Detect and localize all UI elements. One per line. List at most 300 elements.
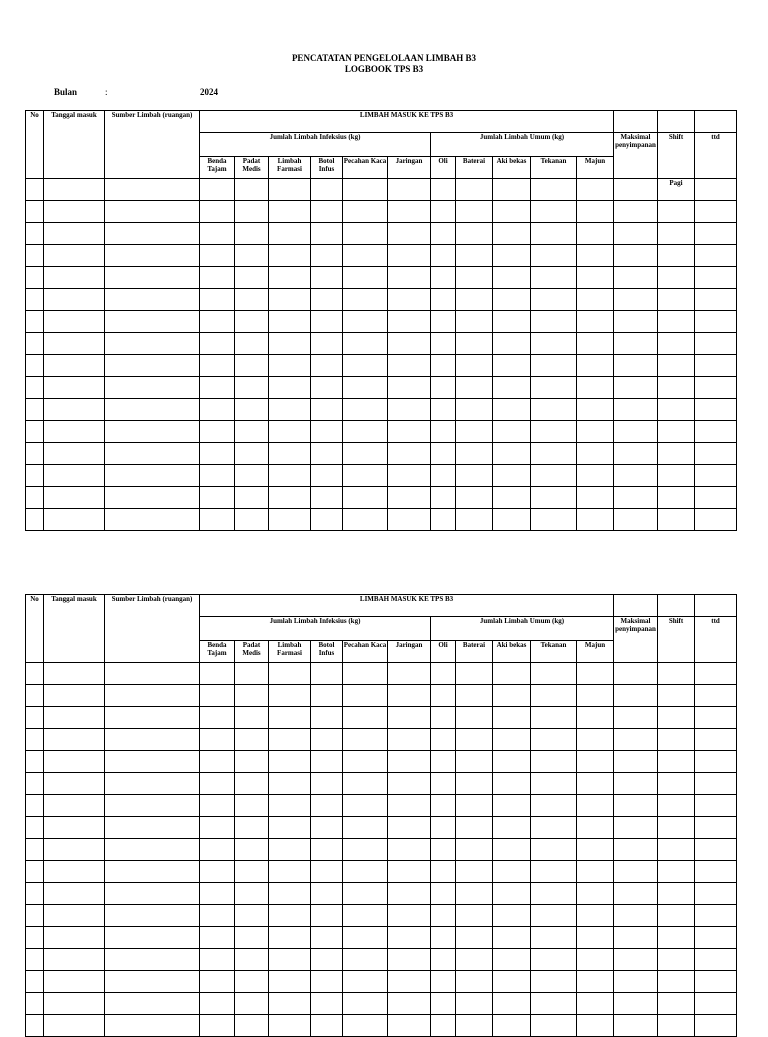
table-cell[interactable] [614,773,658,795]
table-cell[interactable] [431,773,456,795]
table-cell[interactable] [388,707,431,729]
table-cell[interactable] [493,883,531,905]
table-cell[interactable] [269,201,311,223]
table-cell[interactable] [531,861,577,883]
table-cell[interactable] [105,861,200,883]
table-cell[interactable] [531,421,577,443]
table-cell[interactable] [658,355,695,377]
table-cell[interactable] [200,905,235,927]
table-cell[interactable] [388,245,431,267]
table-cell[interactable] [343,267,388,289]
table-cell[interactable] [531,751,577,773]
table-cell[interactable] [388,289,431,311]
table-cell[interactable] [431,223,456,245]
table-cell[interactable] [456,663,493,685]
table-cell[interactable] [456,729,493,751]
table-cell[interactable] [200,1015,235,1037]
table-cell[interactable] [531,993,577,1015]
table-cell[interactable] [200,377,235,399]
table-cell[interactable] [577,421,614,443]
table-cell[interactable] [388,729,431,751]
table-cell[interactable] [577,817,614,839]
table-cell[interactable] [44,267,105,289]
table-cell[interactable] [695,729,737,751]
table-cell[interactable] [311,399,343,421]
table-cell[interactable] [269,377,311,399]
table-cell[interactable] [235,421,269,443]
table-cell[interactable] [431,663,456,685]
table-cell[interactable] [695,201,737,223]
table-cell[interactable] [235,509,269,531]
table-cell[interactable] [531,773,577,795]
table-cell[interactable] [311,817,343,839]
table-cell[interactable] [658,311,695,333]
table-cell[interactable] [577,795,614,817]
table-cell[interactable] [26,201,44,223]
table-cell[interactable] [431,927,456,949]
table-cell[interactable] [200,685,235,707]
table-cell[interactable] [44,949,105,971]
table-cell[interactable] [431,795,456,817]
table-cell[interactable] [531,487,577,509]
table-cell[interactable] [493,971,531,993]
table-cell[interactable] [200,817,235,839]
table-cell[interactable] [105,509,200,531]
table-cell[interactable] [200,245,235,267]
table-cell[interactable] [105,267,200,289]
table-cell[interactable] [44,289,105,311]
table-cell[interactable] [200,201,235,223]
table-cell[interactable] [269,927,311,949]
table-cell[interactable] [658,487,695,509]
table-cell[interactable] [493,795,531,817]
table-cell[interactable] [493,817,531,839]
table-cell[interactable] [269,949,311,971]
table-cell[interactable] [577,905,614,927]
table-cell[interactable] [269,179,311,201]
table-cell[interactable] [456,311,493,333]
table-cell[interactable] [343,289,388,311]
table-cell[interactable] [431,465,456,487]
table-cell[interactable] [493,949,531,971]
table-cell[interactable] [531,355,577,377]
table-cell[interactable] [493,377,531,399]
table-cell[interactable] [431,729,456,751]
table-cell[interactable] [658,993,695,1015]
table-cell[interactable] [269,355,311,377]
table-cell[interactable] [26,245,44,267]
table-cell[interactable] [577,773,614,795]
table-cell[interactable] [658,795,695,817]
table-cell[interactable] [235,795,269,817]
table-cell[interactable] [26,377,44,399]
table-cell[interactable] [493,355,531,377]
table-cell[interactable] [431,905,456,927]
table-cell[interactable] [531,465,577,487]
table-cell[interactable] [431,685,456,707]
table-cell[interactable] [658,1015,695,1037]
table-cell[interactable] [493,663,531,685]
table-cell[interactable] [531,201,577,223]
table-cell[interactable] [105,377,200,399]
table-cell[interactable] [531,729,577,751]
table-cell[interactable] [200,509,235,531]
table-cell[interactable] [614,751,658,773]
table-cell[interactable] [577,267,614,289]
table-cell[interactable] [44,311,105,333]
table-cell[interactable] [44,729,105,751]
table-cell[interactable] [26,993,44,1015]
table-cell[interactable] [577,487,614,509]
table-cell[interactable] [614,927,658,949]
table-cell[interactable] [311,1015,343,1037]
table-cell[interactable] [200,861,235,883]
table-cell[interactable] [269,905,311,927]
table-cell[interactable] [456,707,493,729]
table-cell[interactable] [493,333,531,355]
table-cell[interactable] [26,465,44,487]
table-cell[interactable] [388,685,431,707]
table-cell[interactable] [235,245,269,267]
table-cell[interactable] [577,861,614,883]
table-cell[interactable] [44,927,105,949]
table-cell[interactable] [44,443,105,465]
table-cell[interactable] [577,971,614,993]
table-cell[interactable] [105,333,200,355]
table-cell[interactable] [695,883,737,905]
table-cell[interactable] [105,311,200,333]
table-cell[interactable] [44,751,105,773]
table-cell[interactable] [658,905,695,927]
table-cell[interactable] [200,311,235,333]
table-cell[interactable] [531,377,577,399]
table-cell[interactable] [235,311,269,333]
table-cell[interactable] [269,1015,311,1037]
table-cell[interactable] [388,993,431,1015]
table-cell[interactable] [343,245,388,267]
table-cell[interactable] [456,443,493,465]
table-cell[interactable] [343,355,388,377]
table-cell[interactable] [311,905,343,927]
table-cell[interactable] [343,751,388,773]
table-cell[interactable] [493,311,531,333]
table-cell[interactable] [235,949,269,971]
table-cell[interactable] [105,201,200,223]
table-cell[interactable] [269,289,311,311]
table-cell[interactable] [614,905,658,927]
table-cell[interactable] [269,421,311,443]
table-cell[interactable] [44,883,105,905]
table-cell[interactable] [493,223,531,245]
table-cell[interactable] [269,663,311,685]
table-cell[interactable] [200,443,235,465]
table-cell[interactable] [269,245,311,267]
table-cell[interactable] [658,289,695,311]
table-cell[interactable] [695,927,737,949]
table-cell[interactable] [493,729,531,751]
table-cell[interactable] [577,355,614,377]
table-cell[interactable] [269,883,311,905]
table-cell[interactable] [235,905,269,927]
table-cell[interactable] [493,267,531,289]
table-cell[interactable] [658,883,695,905]
table-cell[interactable] [577,663,614,685]
table-cell[interactable] [44,707,105,729]
table-cell[interactable] [269,861,311,883]
table-cell[interactable] [493,927,531,949]
table-cell[interactable] [200,751,235,773]
table-cell[interactable] [493,993,531,1015]
table-cell[interactable] [614,729,658,751]
table-cell[interactable] [456,971,493,993]
table-cell[interactable] [105,245,200,267]
table-cell[interactable] [200,839,235,861]
table-cell[interactable] [26,861,44,883]
table-cell[interactable] [200,883,235,905]
table-cell[interactable] [26,839,44,861]
table-cell[interactable] [431,1015,456,1037]
table-cell[interactable] [235,333,269,355]
table-cell[interactable] [269,751,311,773]
table-cell[interactable] [456,993,493,1015]
table-cell[interactable] [44,245,105,267]
table-cell[interactable] [658,707,695,729]
table-cell[interactable] [658,465,695,487]
table-cell[interactable] [26,663,44,685]
table-cell[interactable] [235,487,269,509]
table-cell[interactable] [695,245,737,267]
table-cell[interactable] [577,839,614,861]
table-cell[interactable] [269,443,311,465]
table-cell[interactable] [695,487,737,509]
table-cell[interactable] [531,443,577,465]
table-cell[interactable] [235,377,269,399]
table-cell[interactable] [44,685,105,707]
table-cell[interactable] [614,487,658,509]
table-cell[interactable] [44,1015,105,1037]
table-cell[interactable] [531,971,577,993]
table-cell[interactable] [456,883,493,905]
table-cell[interactable] [269,509,311,531]
table-cell[interactable] [658,377,695,399]
table-cell[interactable] [577,509,614,531]
table-cell[interactable] [456,861,493,883]
table-cell[interactable] [200,267,235,289]
table-cell[interactable] [577,707,614,729]
table-cell[interactable] [311,377,343,399]
table-cell[interactable] [26,311,44,333]
table-cell[interactable] [343,993,388,1015]
table-cell[interactable] [343,223,388,245]
table-cell[interactable] [614,311,658,333]
table-cell[interactable] [311,465,343,487]
table-cell[interactable] [493,685,531,707]
table-cell[interactable] [431,267,456,289]
table-cell[interactable] [695,905,737,927]
table-cell[interactable] [235,751,269,773]
table-cell[interactable] [269,487,311,509]
table-cell[interactable] [388,971,431,993]
table-cell[interactable] [531,399,577,421]
table-cell[interactable] [658,333,695,355]
table-cell[interactable] [493,751,531,773]
table-cell[interactable] [44,465,105,487]
table-cell[interactable] [695,443,737,465]
table-cell[interactable] [493,707,531,729]
table-cell[interactable] [343,883,388,905]
table-cell[interactable] [235,179,269,201]
table-cell[interactable] [577,333,614,355]
table-cell[interactable] [614,795,658,817]
table-cell[interactable] [493,905,531,927]
table-cell[interactable] [658,729,695,751]
table-cell[interactable] [235,971,269,993]
table-cell[interactable] [105,663,200,685]
table-cell[interactable] [658,927,695,949]
table-cell[interactable] [311,179,343,201]
table-cell[interactable] [235,729,269,751]
table-cell[interactable] [269,795,311,817]
table-cell[interactable] [44,861,105,883]
table-cell[interactable] [658,773,695,795]
table-cell[interactable] [531,289,577,311]
table-cell[interactable] [26,707,44,729]
table-cell[interactable] [235,399,269,421]
table-cell[interactable] [311,267,343,289]
table-cell[interactable] [105,751,200,773]
table-cell[interactable] [388,399,431,421]
table-cell[interactable] [614,817,658,839]
table-cell[interactable] [235,443,269,465]
table-cell[interactable] [531,311,577,333]
table-cell[interactable] [658,839,695,861]
table-cell[interactable] [456,509,493,531]
table-cell[interactable] [26,729,44,751]
table-cell[interactable] [343,311,388,333]
table-cell[interactable] [200,179,235,201]
table-cell[interactable] [431,289,456,311]
table-cell[interactable] [431,817,456,839]
table-cell[interactable] [311,487,343,509]
table-cell[interactable] [577,289,614,311]
table-cell[interactable] [311,201,343,223]
table-cell[interactable] [343,817,388,839]
table-cell[interactable] [388,839,431,861]
table-cell[interactable] [343,465,388,487]
table-cell[interactable] [388,355,431,377]
shift-cell-pagi[interactable]: Pagi [658,179,695,201]
table-cell[interactable] [431,949,456,971]
table-cell[interactable] [343,399,388,421]
table-cell[interactable] [26,971,44,993]
table-cell[interactable] [456,751,493,773]
table-cell[interactable] [695,773,737,795]
table-cell[interactable] [44,773,105,795]
table-cell[interactable] [388,773,431,795]
table-cell[interactable] [200,333,235,355]
table-cell[interactable] [456,333,493,355]
table-cell[interactable] [431,355,456,377]
table-cell[interactable] [26,421,44,443]
table-cell[interactable] [388,465,431,487]
table-cell[interactable] [105,883,200,905]
table-cell[interactable] [531,509,577,531]
table-cell[interactable] [311,729,343,751]
table-cell[interactable] [269,839,311,861]
table-cell[interactable] [695,839,737,861]
table-cell[interactable] [311,685,343,707]
table-cell[interactable] [531,883,577,905]
table-cell[interactable] [269,399,311,421]
table-cell[interactable] [577,201,614,223]
table-cell[interactable] [44,179,105,201]
table-cell[interactable] [26,509,44,531]
table-cell[interactable] [311,773,343,795]
table-cell[interactable] [456,245,493,267]
table-cell[interactable] [695,663,737,685]
table-cell[interactable] [44,333,105,355]
table-cell[interactable] [343,663,388,685]
table-cell[interactable] [44,509,105,531]
table-cell[interactable] [200,795,235,817]
table-cell[interactable] [614,685,658,707]
table-cell[interactable] [311,355,343,377]
table-cell[interactable] [456,949,493,971]
table-cell[interactable] [431,971,456,993]
table-cell[interactable] [695,421,737,443]
table-cell[interactable] [343,861,388,883]
table-cell[interactable] [105,421,200,443]
table-cell[interactable] [343,179,388,201]
table-cell[interactable] [26,355,44,377]
table-cell[interactable] [614,245,658,267]
table-cell[interactable] [311,971,343,993]
table-cell[interactable] [493,509,531,531]
table-cell[interactable] [200,927,235,949]
table-cell[interactable] [658,443,695,465]
table-cell[interactable] [44,993,105,1015]
table-cell[interactable] [456,927,493,949]
table-cell[interactable] [44,399,105,421]
table-cell[interactable] [343,333,388,355]
table-cell[interactable] [311,509,343,531]
table-cell[interactable] [200,773,235,795]
table-cell[interactable] [26,817,44,839]
table-cell[interactable] [431,751,456,773]
table-cell[interactable] [200,355,235,377]
table-cell[interactable] [343,971,388,993]
table-cell[interactable] [343,729,388,751]
table-cell[interactable] [431,245,456,267]
table-cell[interactable] [456,795,493,817]
table-cell[interactable] [658,509,695,531]
table-cell[interactable] [614,289,658,311]
table-cell[interactable] [26,949,44,971]
table-cell[interactable] [26,1015,44,1037]
table-cell[interactable] [44,421,105,443]
table-cell[interactable] [577,245,614,267]
table-cell[interactable] [105,971,200,993]
table-cell[interactable] [44,201,105,223]
table-cell[interactable] [658,817,695,839]
table-cell[interactable] [531,949,577,971]
table-cell[interactable] [431,443,456,465]
table-cell[interactable] [388,883,431,905]
table-cell[interactable] [493,861,531,883]
table-cell[interactable] [456,685,493,707]
table-cell[interactable] [269,773,311,795]
table-cell[interactable] [614,465,658,487]
